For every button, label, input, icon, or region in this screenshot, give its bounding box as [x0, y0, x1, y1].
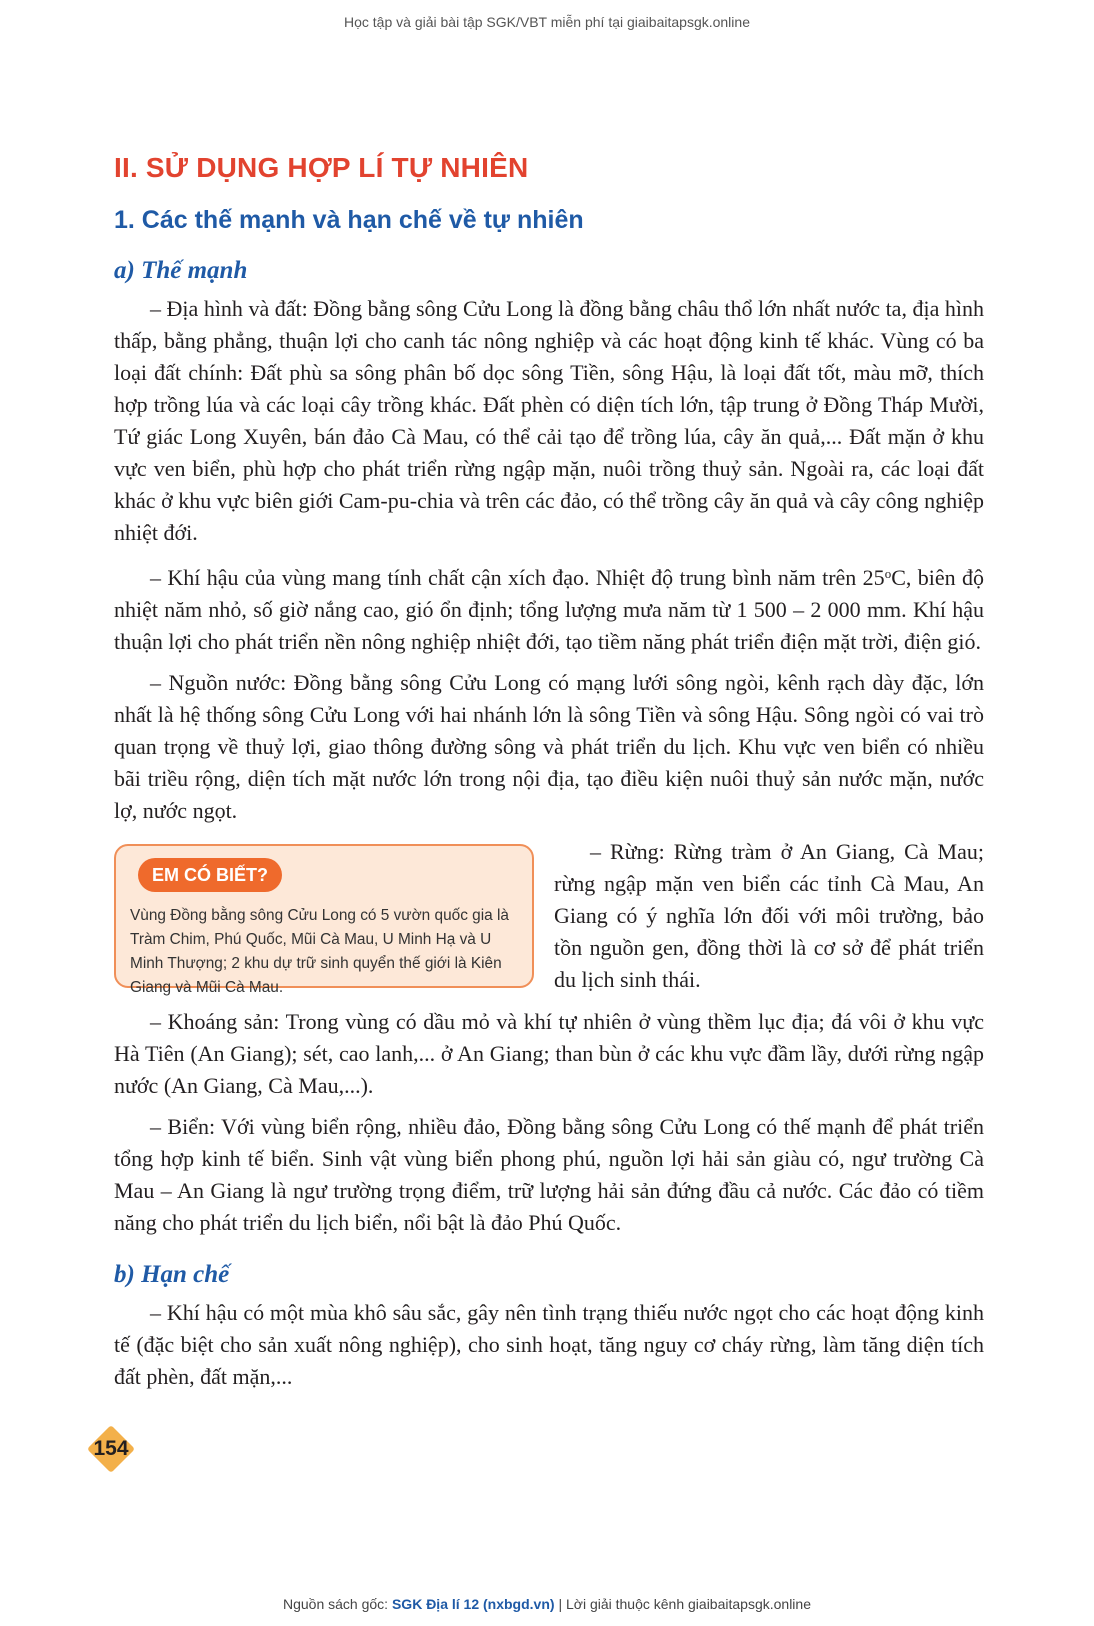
- paragraph-sea: – Biển: Với vùng biển rộng, nhiều đảo, Đồng bằng sông Cửu Long có thế mạnh để phát triển tổng hợp kinh tế biển. Sinh vật vùng biển phong phú, nguồn lợi hải sản giàu có, ngư trường Cà Mau – An Giang là ngư trường trọng điểm, trữ lượng hải sản đứng đầu cả nước. Các đảo có tiềm năng cho phát triển du lịch biển, nổi bật là đảo Phú Quốc.: [114, 1114, 984, 1235]
- footer-prefix: Nguồn sách gốc:: [283, 1596, 392, 1612]
- did-you-know-badge: EM CÓ BIẾT?: [138, 858, 282, 892]
- paragraph-minerals: – Khoáng sản: Trong vùng có dầu mỏ và khí tự nhiên ở vùng thềm lục địa; đá vôi ở khu vực Hà Tiên (An Giang); sét, cao lanh,... ở An Giang; than bùn ở các khu vực đầm lầy, dưới rừng ngập nước (An Giang, Cà Mau,...).: [114, 1009, 984, 1098]
- paragraph-climate: [114, 558, 984, 658]
- header-note: Học tập và giải bài tập SGK/VBT miễn phí tại giaibaitapsgk.online: [344, 14, 750, 30]
- footer-note: [0, 1596, 1094, 1612]
- climate-text-b: C, biên độ nhiệt năm nhỏ, số giờ nắng cao, gió ổn định; tổng lượng mưa năm từ 1 500 – 2 000 mm. Khí hậu thuận lợi cho phát triển nền nông nghiệp nhiệt đới, tạo tiềm năng phát triển điện mặt trời, điện gió.: [114, 565, 984, 654]
- part-b-title: b) Hạn chế: [114, 1261, 230, 1288]
- paragraph-terrain: – Địa hình và đất: Đồng bằng sông Cửu Long là đồng bằng châu thổ lớn nhất nước ta, địa hình thấp, bằng phẳng, thuận lợi cho canh tác nông nghiệp và các hoạt động kinh tế khác. Vùng có ba loại đất chính: Đất phù sa sông phân bố dọc sông Tiền, sông Hậu, là loại đất tốt, màu mỡ, thích hợp trồng lúa và các loại cây trồng khác. Đất phèn có diện tích lớn, tập trung ở Đồng Tháp Mười, Tứ giác Long Xuyên, bán đảo Cà Mau, có thể cải tạo để trồng lúa, cây ăn quả,... Đất mặn ở khu vực ven biển, phù hợp cho phát triển rừng ngập mặn, nuôi trồng thuỷ sản. Ngoài ra, các loại đất khác ở khu vực biên giới Cam-pu-chia và trên các đảo, có thể trồng cây ăn quả và cây công nghiệp nhiệt đới.: [114, 296, 984, 545]
- footer-source-link[interactable]: SGK Địa lí 12 (nxbgd.vn): [391, 1596, 555, 1612]
- paragraph-water: – Nguồn nước: Đồng bằng sông Cửu Long có mạng lưới sông ngòi, kênh rạch dày đặc, lớn nhất là hệ thống sông Cửu Long với hai nhánh lớn là sông Tiền và sông Hậu. Sông ngòi có vai trò quan trọng về thuỷ lợi, giao thông đường sông và phát triển du lịch. Khu vực ven biển có nhiều bãi triều rộng, diện tích mặt nước lớn trong nội địa, tạo điều kiện nuôi thuỷ sản nước mặn, nước lợ, nước ngọt.: [114, 670, 984, 823]
- climate-text-a: – Khí hậu của vùng mang tính chất cận xích đạo. Nhiệt độ trung bình năm trên 25: [150, 565, 885, 590]
- paragraph-forest: – Rừng: Rừng tràm ở An Giang, Cà Mau; rừng ngập mặn ven biển các tỉnh Cà Mau, An Giang có ý nghĩa lớn đối với môi trường, bảo tồn nguồn gen, đồng thời là cơ sở để phát triển du lịch sinh thái.: [554, 839, 984, 992]
- footer-suffix: | Lời giải thuộc kênh giaibaitapsgk.online: [554, 1596, 811, 1612]
- forest-row: [114, 836, 984, 998]
- did-you-know-box: [114, 844, 534, 996]
- degree-symbol: o: [884, 566, 892, 581]
- did-you-know-text: Vùng Đồng bằng sông Cửu Long có 5 vườn quốc gia là Tràm Chim, Phú Quốc, Mũi Cà Mau, U Minh Hạ và U Minh Thượng; 2 khu dự trữ sinh quyển thế giới là Kiên Giang và Mũi Cà Mau.: [130, 907, 509, 996]
- paragraph-limitations: – Khí hậu có một mùa khô sâu sắc, gây nên tình trạng thiếu nước ngọt cho các hoạt động kinh tế (đặc biệt cho sản xuất nông nghiệp), cho sinh hoạt, tăng nguy cơ cháy rừng, làm tăng diện tích đất phèn, đất mặn,...: [114, 1300, 984, 1389]
- subsection-title: 1. Các thế mạnh và hạn chế về tự nhiên: [114, 206, 584, 234]
- page-number: 154: [93, 1437, 129, 1460]
- page-content: [114, 140, 984, 1402]
- part-a-title: a) Thế mạnh: [114, 257, 248, 284]
- page-number-marker: [94, 1432, 128, 1466]
- section-title: II. SỬ DỤNG HỢP LÍ TỰ NHIÊN: [114, 152, 529, 183]
